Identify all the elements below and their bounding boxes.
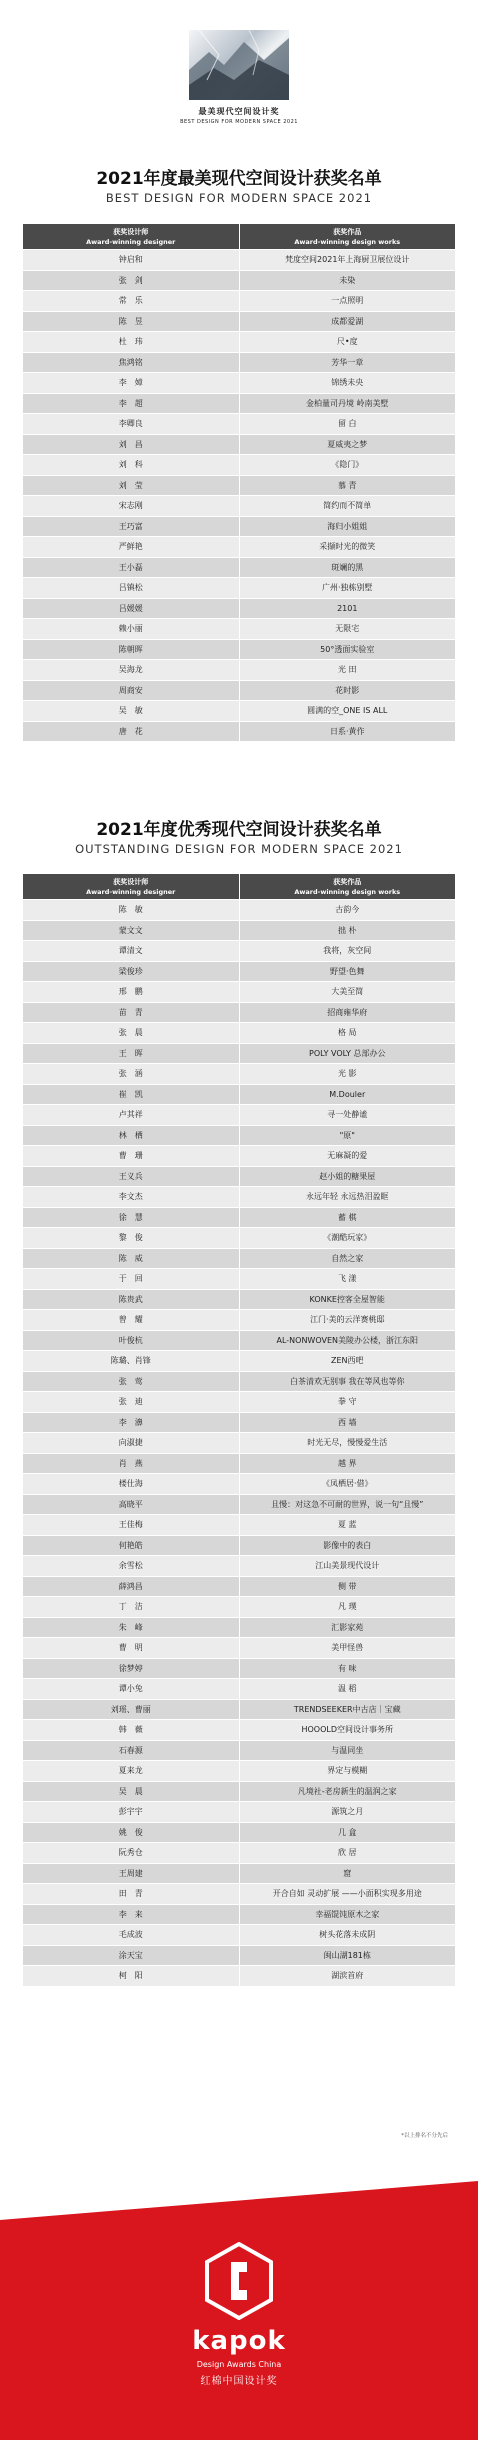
designer-cell: 于 回 (23, 1269, 240, 1290)
table-row (23, 496, 456, 517)
designer-cell: 苗 青 (23, 1002, 240, 1023)
work-cell: 成都爱湖 (239, 311, 456, 332)
header-designer-cn: 获奖设计师 (113, 877, 149, 886)
work-cell: 无麻凝的爱 (239, 1146, 456, 1167)
work-cell: 几 盒 (239, 1822, 456, 1843)
table-row (23, 434, 456, 455)
work-cell: 金柏量司丹境 岭南美墅 (239, 393, 456, 414)
table-row (23, 557, 456, 578)
table-row (23, 680, 456, 701)
table-row (23, 1740, 456, 1761)
designer-cell: 肖 燕 (23, 1453, 240, 1474)
table-row (23, 1248, 456, 1269)
kapok-brand-en: Design Awards China (196, 2360, 282, 2369)
table-row (23, 1720, 456, 1741)
table-row (23, 1064, 456, 1085)
designer-cell: 吕镇松 (23, 578, 240, 599)
designer-cell: 徐梦婷 (23, 1658, 240, 1679)
table-row (23, 1146, 456, 1167)
work-cell: 招商雍华府 (239, 1002, 456, 1023)
table-row (23, 1002, 456, 1023)
work-cell: M.Douler (239, 1084, 456, 1105)
table-row (23, 1412, 456, 1433)
designer-cell: 赖小丽 (23, 619, 240, 640)
designer-cell: 彭宇宇 (23, 1802, 240, 1823)
table-row (23, 1884, 456, 1905)
table-row (23, 1761, 456, 1782)
designer-cell: 薛鸿昌 (23, 1576, 240, 1597)
designer-cell: 李文杰 (23, 1187, 240, 1208)
work-cell: 树头花落未成阴 (239, 1925, 456, 1946)
table-row (23, 1576, 456, 1597)
footer-diagonal (0, 2160, 478, 2220)
work-cell: 慕 青 (239, 475, 456, 496)
table-row (23, 1597, 456, 1618)
designer-cell: 林 栖 (23, 1125, 240, 1146)
work-cell: 界定与模糊 (239, 1761, 456, 1782)
table-row (23, 516, 456, 537)
header-works-en: Award-winning design works (294, 237, 401, 246)
work-cell: KONKE控客全屋智能 (239, 1289, 456, 1310)
designer-cell: 毛成波 (23, 1925, 240, 1946)
best-section-title: 2021年度最美现代空间设计获奖名单 (96, 169, 382, 189)
kapok-footer (0, 2160, 478, 2440)
designer-cell: 崔 凯 (23, 1084, 240, 1105)
table-row (23, 1207, 456, 1228)
work-cell: 影像中的表白 (239, 1535, 456, 1556)
work-cell: 光 田 (239, 660, 456, 681)
table-row (23, 1433, 456, 1454)
table-row (23, 1474, 456, 1495)
designer-cell: 陈 昱 (23, 311, 240, 332)
work-cell: 与温同坐 (239, 1740, 456, 1761)
designer-cell: 刘 科 (23, 455, 240, 476)
header-works-cn: 获奖作品 (333, 877, 362, 886)
table-row (23, 373, 456, 394)
designer-cell: 王巧富 (23, 516, 240, 537)
work-cell: 采撷时光的微笑 (239, 537, 456, 558)
award-logo (0, 30, 478, 125)
work-cell: 开合自如 灵动扩展 ——小面积实现多用途 (239, 1884, 456, 1905)
designer-cell: 杜 玮 (23, 332, 240, 353)
designer-cell: 陈 威 (23, 1248, 240, 1269)
work-cell: 我将，灰空间 (239, 941, 456, 962)
header-designer (23, 874, 240, 900)
designer-cell: 王义兵 (23, 1166, 240, 1187)
designer-cell: 陈贵武 (23, 1289, 240, 1310)
work-cell: 拙 朴 (239, 920, 456, 941)
table-row (23, 537, 456, 558)
table-row (23, 1679, 456, 1700)
work-cell: 江山美景现代设计 (239, 1556, 456, 1577)
designer-cell: 何艳皓 (23, 1535, 240, 1556)
designer-cell: 蒙文文 (23, 920, 240, 941)
table-row (23, 619, 456, 640)
table-row (23, 352, 456, 373)
header-designer-en: Award-winning designer (86, 887, 176, 896)
table-row (23, 291, 456, 312)
designer-cell: 朱 峰 (23, 1617, 240, 1638)
table-row (23, 475, 456, 496)
designer-cell: 常 乐 (23, 291, 240, 312)
designer-cell: 卢其祥 (23, 1105, 240, 1126)
kapok-brand-cn: 红棉中国设计奖 (200, 2376, 278, 2387)
designer-cell: 余雪松 (23, 1556, 240, 1577)
table-row (23, 900, 456, 921)
designer-cell: 向淑捷 (23, 1433, 240, 1454)
table-row (23, 1494, 456, 1515)
work-cell: 2101 (239, 598, 456, 619)
table-row (23, 1043, 456, 1064)
work-cell: 《隐门》 (239, 455, 456, 476)
work-cell: "原" (239, 1125, 456, 1146)
work-cell: 《潮酷玩家》 (239, 1228, 456, 1249)
work-cell: 幸福馄饨原木之家 (239, 1904, 456, 1925)
designer-cell: 柯 阳 (23, 1966, 240, 1987)
work-cell: 日系·黄作 (239, 721, 456, 742)
designer-cell: 张 晨 (23, 1023, 240, 1044)
table-row (23, 1802, 456, 1823)
designer-cell: 王小磊 (23, 557, 240, 578)
work-cell: 窟 (239, 1863, 456, 1884)
designer-cell: 陈 敏 (23, 900, 240, 921)
work-cell: 简约而不简单 (239, 496, 456, 517)
kapok-logo-icon (205, 2242, 273, 2320)
work-cell: 《凤栖居·借》 (239, 1474, 456, 1495)
work-cell: 海归小姐姐 (239, 516, 456, 537)
work-cell: 圆满的空_ONE IS ALL (239, 701, 456, 722)
designer-cell: 谭清文 (23, 941, 240, 962)
designer-cell: 严鲜艳 (23, 537, 240, 558)
work-cell: 越 界 (239, 1453, 456, 1474)
work-cell: 尺•度 (239, 332, 456, 353)
work-cell: AL-NONWOVEN美陵办公楼，浙江东阳 (239, 1330, 456, 1351)
table-row (23, 639, 456, 660)
table-row (23, 270, 456, 291)
designer-cell: 刘 昌 (23, 434, 240, 455)
work-cell: 永远年轻 永远热泪盈眶 (239, 1187, 456, 1208)
table-row (23, 941, 456, 962)
work-cell: 古韵今 (239, 900, 456, 921)
work-cell: 一点照明 (239, 291, 456, 312)
designer-cell: 吕媛媛 (23, 598, 240, 619)
table-row (23, 1371, 456, 1392)
work-cell: POLY VOLY 总部办公 (239, 1043, 456, 1064)
designer-cell: 陈朝晖 (23, 639, 240, 660)
designer-cell: 张 剑 (23, 270, 240, 291)
table-header-row (23, 874, 456, 900)
designer-cell: 黎 俊 (23, 1228, 240, 1249)
designer-cell: 陈璐、肖锋 (23, 1351, 240, 1372)
designer-cell: 谭小兔 (23, 1679, 240, 1700)
work-cell: 有 味 (239, 1658, 456, 1679)
designer-cell: 涂天宝 (23, 1945, 240, 1966)
logo-image (189, 30, 289, 100)
work-cell: 白茶清欢无别事 我在等风也等你 (239, 1371, 456, 1392)
work-cell: 野望·色舞 (239, 961, 456, 982)
header-works (239, 224, 456, 250)
designer-cell: 刘瑶、曹丽 (23, 1699, 240, 1720)
table-row (23, 982, 456, 1003)
work-cell: 留 白 (239, 414, 456, 435)
table-row (23, 1535, 456, 1556)
designer-cell: 吴 敏 (23, 701, 240, 722)
designer-cell: 周商安 (23, 680, 240, 701)
outstanding-section-title: 2021年度优秀现代空间设计获奖名单 (96, 820, 382, 840)
work-cell: 时光无尽，慢慢爱生活 (239, 1433, 456, 1454)
table-row (23, 1904, 456, 1925)
work-cell: 花时影 (239, 680, 456, 701)
table-header-row (23, 224, 456, 250)
table-row (23, 721, 456, 742)
table-row (23, 1699, 456, 1720)
work-cell: HOOOLD空间设计事务所 (239, 1720, 456, 1741)
designer-cell: 曾 耀 (23, 1310, 240, 1331)
designer-cell: 姚 俊 (23, 1822, 240, 1843)
designer-cell: 李 超 (23, 393, 240, 414)
table-row (23, 1822, 456, 1843)
logo-title-en: BEST DESIGN FOR MODERN SPACE 2021 (180, 119, 298, 125)
work-cell: 温 稻 (239, 1679, 456, 1700)
table-row (23, 1228, 456, 1249)
ranking-note: *以上排名不分先后 (401, 2133, 448, 2139)
work-cell: 源筑之月 (239, 1802, 456, 1823)
table-row (23, 1658, 456, 1679)
kapok-brand: kapok (192, 2326, 286, 2356)
outstanding-table-body (23, 900, 456, 1987)
table-row (23, 598, 456, 619)
designer-cell: 吴 晨 (23, 1781, 240, 1802)
header-designer (23, 224, 240, 250)
header-works-cn: 获奖作品 (333, 227, 362, 236)
work-cell: 侧 带 (239, 1576, 456, 1597)
table-row (23, 393, 456, 414)
table-row (23, 961, 456, 982)
work-cell: 美甲怪兽 (239, 1638, 456, 1659)
work-cell: 闽山湖181栋 (239, 1945, 456, 1966)
designer-cell: 曹 明 (23, 1638, 240, 1659)
work-cell: 无限宅 (239, 619, 456, 640)
designer-cell: 李 濞 (23, 1412, 240, 1433)
table-row (23, 578, 456, 599)
work-cell: 西 墙 (239, 1412, 456, 1433)
work-cell: 锦绣未央 (239, 373, 456, 394)
work-cell: 广州·独栋别墅 (239, 578, 456, 599)
table-row (23, 414, 456, 435)
table-row (23, 1269, 456, 1290)
table-row (23, 332, 456, 353)
designer-cell: 丁 洁 (23, 1597, 240, 1618)
work-cell: 大美至简 (239, 982, 456, 1003)
header-designer-cn: 获奖设计师 (113, 227, 149, 236)
work-cell: 斑斓的黑 (239, 557, 456, 578)
work-cell: 凡境社-老房新生的温润之家 (239, 1781, 456, 1802)
work-cell: 光 影 (239, 1064, 456, 1085)
table-row (23, 1187, 456, 1208)
table-row (23, 311, 456, 332)
designer-cell: 邢 鹏 (23, 982, 240, 1003)
table-row (23, 250, 456, 271)
work-cell: ZEN西吧 (239, 1351, 456, 1372)
designer-cell: 徐 慧 (23, 1207, 240, 1228)
designer-cell: 田 青 (23, 1884, 240, 1905)
outstanding-section-subtitle: OUTSTANDING DESIGN FOR MODERN SPACE 2021 (75, 842, 403, 856)
designer-cell: 楼仕海 (23, 1474, 240, 1495)
table-row (23, 1453, 456, 1474)
work-cell: 赵小姐的糖果屋 (239, 1166, 456, 1187)
work-cell: 凡 璞 (239, 1597, 456, 1618)
designer-cell: 钟启和 (23, 250, 240, 271)
designer-cell: 焦鸿铭 (23, 352, 240, 373)
table-row (23, 1843, 456, 1864)
work-cell: 寻一处静谧 (239, 1105, 456, 1126)
table-row (23, 1023, 456, 1044)
table-row (23, 1945, 456, 1966)
designer-cell: 王 晖 (23, 1043, 240, 1064)
work-cell: 且慢：对这急不可耐的世界，说一句“且慢” (239, 1494, 456, 1515)
designer-cell: 李 来 (23, 1904, 240, 1925)
work-cell: 欣 居 (239, 1843, 456, 1864)
work-cell: 拳 守 (239, 1392, 456, 1413)
table-row (23, 1556, 456, 1577)
designer-cell: 王周建 (23, 1863, 240, 1884)
logo-title-cn: 最美现代空间设计奖 (198, 107, 280, 116)
table-row (23, 1515, 456, 1536)
designer-cell: 张 迪 (23, 1392, 240, 1413)
table-row (23, 1617, 456, 1638)
work-cell: 格 局 (239, 1023, 456, 1044)
designer-cell: 韩 薇 (23, 1720, 240, 1741)
designer-cell: 刘 莹 (23, 475, 240, 496)
work-cell: 梵度空间2021年上海厨卫展位设计 (239, 250, 456, 271)
designer-cell: 张 涵 (23, 1064, 240, 1085)
best-awards-table (22, 223, 456, 742)
designer-cell: 高晓平 (23, 1494, 240, 1515)
designer-cell: 吴海龙 (23, 660, 240, 681)
header-works (239, 874, 456, 900)
table-row (23, 1289, 456, 1310)
table-row (23, 1392, 456, 1413)
designer-cell: 曹 珊 (23, 1146, 240, 1167)
designer-cell: 叶俊杭 (23, 1330, 240, 1351)
header-works-en: Award-winning design works (294, 887, 401, 896)
work-cell: 芳华一章 (239, 352, 456, 373)
table-row (23, 1925, 456, 1946)
designer-cell: 唐 花 (23, 721, 240, 742)
designer-cell: 夏来龙 (23, 1761, 240, 1782)
designer-cell: 王佳梅 (23, 1515, 240, 1536)
table-row (23, 1084, 456, 1105)
table-row (23, 1781, 456, 1802)
work-cell: TRENDSEEKER中古店｜宝藏 (239, 1699, 456, 1720)
best-section-subtitle: BEST DESIGN FOR MODERN SPACE 2021 (105, 191, 373, 205)
table-row (23, 1105, 456, 1126)
table-row (23, 1310, 456, 1331)
table-row (23, 455, 456, 476)
work-cell: 飞 漾 (239, 1269, 456, 1290)
table-row (23, 920, 456, 941)
table-row (23, 1863, 456, 1884)
work-cell: 湖滨首府 (239, 1966, 456, 1987)
designer-cell: 阮秀仓 (23, 1843, 240, 1864)
table-row (23, 1125, 456, 1146)
designer-cell: 李 嫜 (23, 373, 240, 394)
table-row (23, 1351, 456, 1372)
table-row (23, 660, 456, 681)
table-row (23, 1166, 456, 1187)
table-row (23, 1638, 456, 1659)
work-cell: 50°透面实验室 (239, 639, 456, 660)
designer-cell: 李卿良 (23, 414, 240, 435)
work-cell: 汇影家苑 (239, 1617, 456, 1638)
header-designer-en: Award-winning designer (86, 237, 176, 246)
designer-cell: 石春源 (23, 1740, 240, 1761)
outstanding-awards-table (22, 873, 456, 1987)
work-cell: 江门·美的云洋赛桃邸 (239, 1310, 456, 1331)
designer-cell: 张 莺 (23, 1371, 240, 1392)
best-table-body (23, 250, 456, 742)
table-row (23, 1966, 456, 1987)
work-cell: 自然之家 (239, 1248, 456, 1269)
designer-cell: 宋志刚 (23, 496, 240, 517)
work-cell: 夏 蓝 (239, 1515, 456, 1536)
work-cell: 未染 (239, 270, 456, 291)
designer-cell: 梁俊珍 (23, 961, 240, 982)
work-cell: 夏威夷之梦 (239, 434, 456, 455)
table-row (23, 701, 456, 722)
work-cell: 蓄 棋 (239, 1207, 456, 1228)
table-row (23, 1330, 456, 1351)
